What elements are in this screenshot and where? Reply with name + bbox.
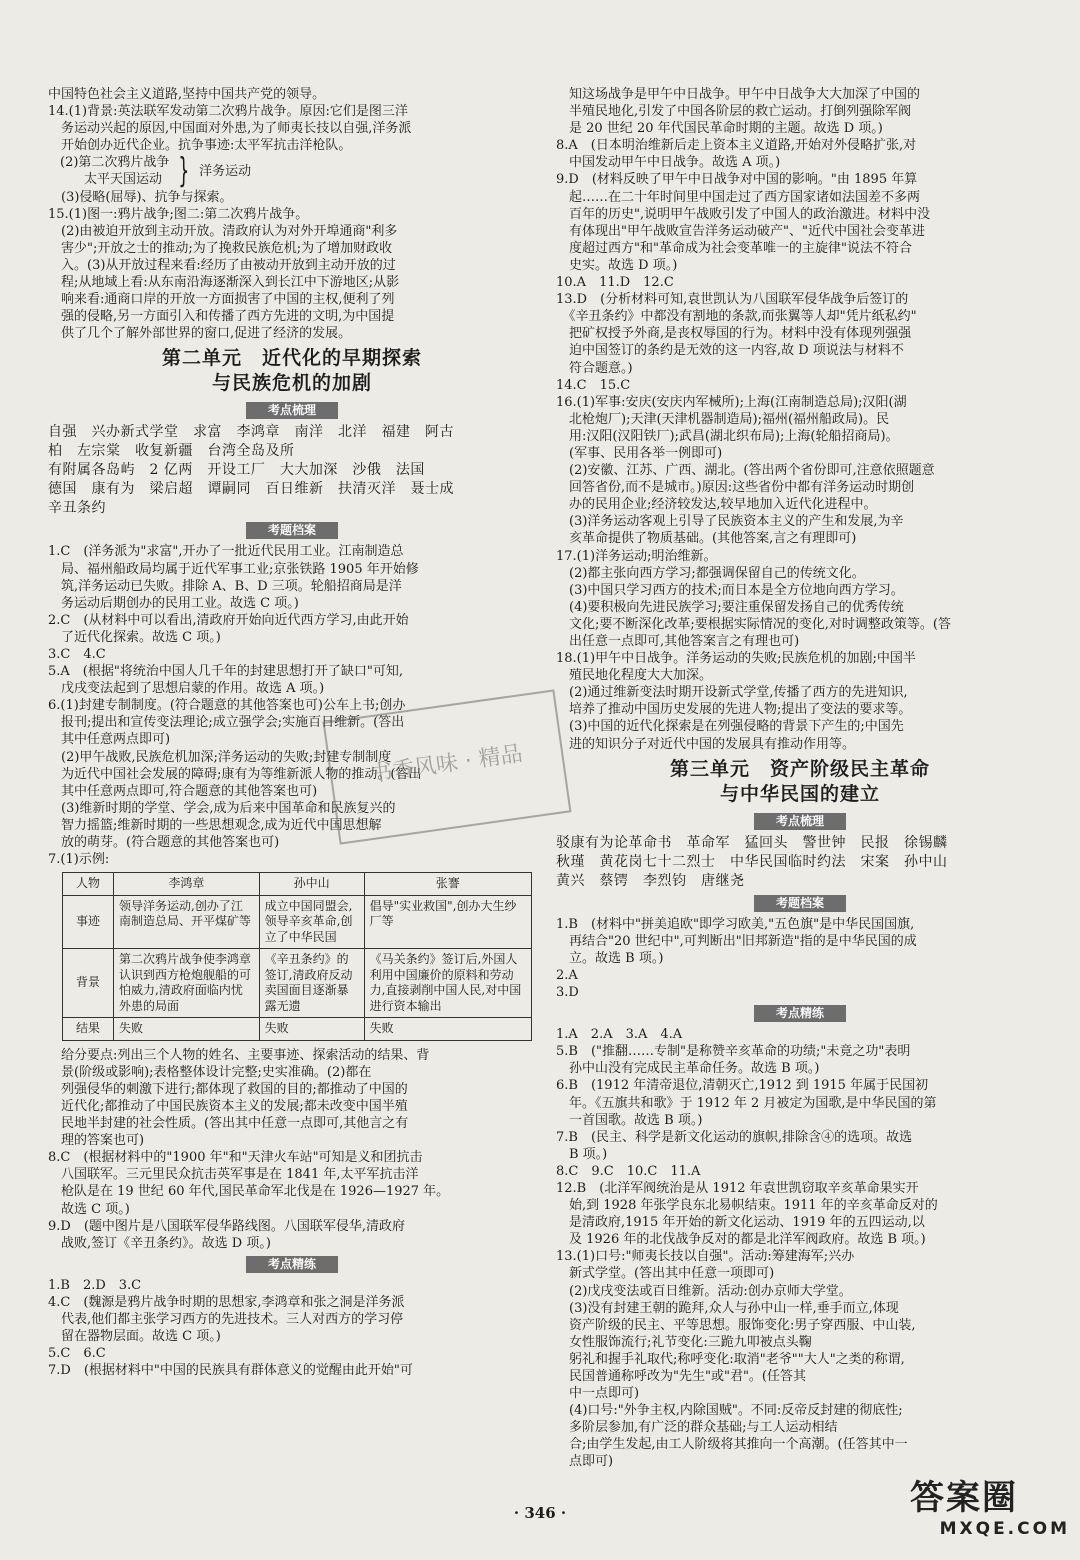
text-line: 一首国歌。故选 B 项。)	[556, 1112, 703, 1128]
text-line: 合;由学生发起,由工人阶级将其推向一个高潮。(任答其中一	[556, 1437, 908, 1453]
table-header-cell: 孙中山	[259, 873, 364, 896]
text-line: 5.B ("推翻……专制"是称赞辛亥革命的功绩;"未竟之功"表明	[556, 1044, 911, 1060]
text-line: 14.(1)背景:英法联军发动第二次鸦片战争。原因:它们是图三洋	[48, 104, 408, 120]
text-line: 智力摇篮;维新时期的一些思想观念,成为近代中国思想解	[48, 817, 382, 833]
brace-item-2: 太平天国运动	[84, 172, 163, 188]
text-line: 知这场战争是甲午中日战争。甲午中日战争大大加深了中国的	[556, 87, 921, 102]
table-cell: 失败	[364, 1018, 531, 1041]
text-line: 民国普通称呼改为"先生"或"君"。(任答其	[556, 1369, 806, 1384]
unit-3-title-line-2: 与中华民国的建立	[719, 782, 880, 805]
section-bar-kaoti-dangan: 考题档案	[754, 895, 846, 912]
text-line: 中国特色社会主义道路,坚持中国共产党的领导。	[48, 87, 326, 102]
block-right-a	[556, 86, 1044, 753]
right-column	[556, 86, 1044, 1471]
text-line: 局、福州船政局均属于近代军事工业;京张铁路 1905 年开始修	[48, 561, 419, 577]
text-line: 秋瑾 黄花岗七十二烈士 中华民国临时约法 宋案 孙中山	[556, 853, 948, 870]
table-header-row	[63, 873, 532, 896]
text-line: 5.A (根据"将统治中国人几千年的封建思想打开了缺口"可知,	[48, 664, 403, 680]
stamp-text: 书香风味 · 精品	[369, 741, 525, 788]
text-line: 百年的历史",说明甲午战败引发了中国人的政治激进。材料中没	[556, 206, 931, 222]
text-line: 为近代中国社会发展的障碍;康有为等维新派人物的推动。(答出	[48, 766, 422, 782]
text-line: 黄兴 蔡锷 李烈钧 唐继尧	[556, 872, 745, 889]
text-line: (2)戊戌变法或百日维新。活动:创办京师大学堂。	[556, 1283, 852, 1299]
text-line: 报刊;提出和宣传变法理论;成立强学会;实施百日维新。(答出	[48, 715, 405, 731]
text-line: 9.D (材料反映了甲午中日战争对中国的影响。"由 1895 年算	[556, 172, 918, 188]
table-row-header: 结果	[63, 1018, 114, 1041]
brace-group	[48, 151, 536, 192]
text-line: 自强 兴办新式学堂 求富 李鸿章 南洋 北洋 福建 阿古	[48, 424, 454, 441]
text-line: (军事、民用各举一例即可)	[556, 445, 723, 461]
text-line: 强的侵略,另一方面引入和传播了西方先进的文明,为中国提	[48, 309, 395, 325]
text-line: 近代化;都推动了中国民族资本主义的发展;都未改变中国半殖	[48, 1098, 408, 1114]
text-line: 辛丑条约	[48, 500, 106, 517]
text-line: 女性服饰流行;礼节变化:三跪九叩被点头鞠	[556, 1334, 812, 1350]
text-line: 中国发动甲午中日战争。故选 A 项。)	[556, 155, 781, 171]
text-line: 是 20 世纪 20 年代国民革命时期的主题。故选 D 项。)	[556, 121, 883, 137]
text-line: 立。故选 B 项。)	[556, 950, 664, 966]
text-line: 放的萌芽。(符合题意的其他答案也可)	[48, 835, 280, 850]
text-line: 3.D	[556, 985, 579, 1001]
text-line: 其中任意两点即可,符合题意的其他答案也可)	[48, 783, 318, 799]
block-right-b	[556, 916, 1044, 1001]
text-line: 8.A (日本明治维新后走上资本主义道路,开始对外侵略扩张,对	[556, 138, 917, 154]
brace-result: 洋务运动	[199, 163, 252, 179]
text-line: 8.C (根据材料中的"1900 年"和"天津火车站"可知是义和团抗击	[48, 1150, 423, 1166]
block-left-b	[48, 189, 536, 343]
text-line: 把矿权授予外商,是丧权辱国的行为。材料中没有体现列强强	[556, 326, 912, 342]
table-cell: 失败	[114, 1018, 260, 1041]
text-line: 6.B (1912 年清帝退位,清朝灭亡,1912 到 1915 年属于民国初	[556, 1078, 929, 1094]
text-line: 八国联军。三元里民众抗击英军事是在 1841 年,太平军抗击洋	[48, 1167, 419, 1183]
text-line: 民地半封建的社会性质。(答出其中任意一点即可,其他言之有	[48, 1116, 409, 1132]
text-line: 18.(1)甲午中日战争。洋务运动的失败;民族危机的加剧;中国半	[556, 651, 916, 667]
text-line: 7.D (根据材料中"中国的民族具有群体意义的觉醒由此开始"可	[48, 1363, 413, 1379]
text-line: 13.(1)口号:"师夷长技以自强"。活动:筹建海军;兴办	[556, 1249, 855, 1265]
table-cell: 第二次鸦片战争使李鸿章认识到西方枪炮舰船的可怕威力,清政府面临内忧外患的局面	[114, 949, 260, 1018]
text-line: 《辛丑条约》中都没有割地的条款,而张翼等人却"凭片纸私约"	[556, 309, 917, 325]
table-cell: 倡导"实业救国",创办大生纱厂等	[364, 895, 531, 949]
text-line: 害少";开放之士的推动;为了挽救民族危机;为了增加财政收	[48, 240, 393, 256]
text-line: 是清政府,1915 年开始的新文化运动、1919 年的五四运动,以	[556, 1215, 925, 1231]
text-line: 9.D (题中图片是八国联军侵华路线图。八国联军侵华,清政府	[48, 1218, 406, 1234]
text-line: 1.B (材料中"拼美追欧"即学习欧美,"五色旗"是中华民国国旗,	[556, 916, 915, 932]
text-line: 用:汉阳(汉阳铁厂);武昌(湖北织布局);上海(轮船招商局)。	[556, 428, 899, 444]
text-line: 点即可)	[556, 1454, 614, 1470]
text-line: 8.C 9.C 10.C 11.A	[556, 1163, 701, 1179]
brace-item-1: (2)第二次鸦片战争	[60, 155, 170, 171]
text-line: 起……在二十年时间里中国走过了西方国家诸如法国差不多两	[556, 189, 921, 205]
text-line: 其中任意两点即可)	[48, 732, 171, 748]
text-line: 度超过西方"和"革命成为社会变革唯一的主旋律"说法不符合	[556, 240, 912, 256]
text-line: 响来看:通商口岸的开放一方面损害了中国的主权,便利了列	[48, 292, 395, 308]
text-line: (2)甲午战败,民族危机加深;洋务运动的失败;封建专制制度	[48, 749, 392, 765]
text-line: (2)安徽、江苏、广西、湖北。(答出两个省份即可,注意依照题意	[556, 463, 935, 479]
section-bar-kaoti-dangan: 考题档案	[246, 522, 338, 539]
text-line: 了近代化探索。故选 C 项。)	[48, 629, 221, 645]
comparison-table	[62, 872, 532, 1041]
text-line: 史实。故选 D 项。)	[556, 257, 678, 273]
text-line: 6.(1)封建专制制度。(符合题意的其他答案也可)公车上书;创办	[48, 698, 406, 714]
text-line: 4.C (魏源是鸦片战争时期的思想家,李鸿章和张之洞是洋务派	[48, 1294, 405, 1310]
text-line: 资产阶级的民主、平等思想。服饰变化:男子穿西服、中山装,	[556, 1317, 916, 1333]
text-line: 战败,签订《辛丑条约》。故选 D 项。)	[48, 1235, 271, 1251]
table-cell: 《辛丑条约》的签订,清政府反动卖国面目逐渐暴露无遗	[259, 949, 364, 1018]
text-line: (3)中国的近代化探索是在列强侵略的背景下产生的;中国先	[556, 719, 904, 735]
text-line: 7.B (民主、科学是新文化运动的旗帜,排除含④的选项。故选	[556, 1129, 913, 1145]
text-line: 及 1926 年的北伐战争反对的都是北洋军阀政府。故选 B 项。)	[556, 1232, 926, 1248]
text-line: 中一点即可)	[556, 1386, 640, 1402]
table-cell: 失败	[259, 1018, 364, 1041]
text-line: 17.(1)洋务运动;明治维新。	[556, 548, 717, 564]
text-line: 2.A	[556, 967, 578, 983]
text-line: 务运动后期创办的民用工业。故选 C 项。)	[48, 595, 299, 611]
text-line: 列强侵华的刺激下进行;都体现了救国的目的;都推动了中国的	[48, 1081, 408, 1097]
text-line: 理的答案也可)	[48, 1133, 145, 1149]
block-left-d	[48, 1047, 536, 1252]
text-line: 德国 康有为 梁启超 谭嗣同 百日维新 扶清灭洋 聂士成	[48, 481, 454, 498]
text-line: (4)要积极向先进民族学习;要注重保留发扬自己的优秀传统	[556, 599, 904, 615]
text-line: 年。《五旗共和歌》于 1912 年 2 月被定为国歌,是中华民国的第	[556, 1095, 937, 1111]
watermark-logo-cn: 答案圈	[910, 1478, 1018, 1518]
text-line: 孙中山没有完成民主革命任务。故选 B 项。)	[556, 1061, 820, 1077]
text-line: 13.D (分析材料可知,袁世凯认为八国联军侵华战争后签订的	[556, 292, 909, 308]
text-line: (3)中国只学习西方的技术;而日本是全方位地向西方学习。	[556, 582, 904, 598]
text-line: 入。(3)从开放过程来看:经历了由被动开放到主动开放的过	[48, 257, 396, 273]
text-line: (4)口号:"外争主权,内除国贼"。不同:反帝反封建的彻底性;	[556, 1403, 903, 1419]
section-bar-kaodian-shuli: 考点梳理	[754, 813, 846, 830]
text-line: 多阶层参加,有广泛的群众基础;与工人运动相结	[556, 1420, 838, 1436]
text-line: 培养了推动中国历史发展的先进人物;提出了变法的要求等。	[556, 702, 912, 718]
text-line: 有体现出"甲午战败宣告洋务运动破产"、"近代中国社会变革进	[556, 223, 925, 239]
text-line: 出任意一点即可,其他答案言之有理也可)	[556, 634, 800, 649]
text-line: 代表,他们都主张学习西方的先进技术。三人对西方的学习停	[48, 1312, 404, 1327]
section-bar-kaodian-jinglian: 考点精练	[754, 1005, 846, 1022]
text-line: 1.C (洋务派为"求富",开办了一批近代民用工业。江南制造总	[48, 544, 404, 560]
table-header-cell: 张謇	[364, 873, 531, 896]
text-line: 供了几个了解外部世界的窗口,促进了经济的发展。	[48, 326, 352, 342]
unit-2-title-line-1: 第二单元 近代化的早期探索	[161, 347, 422, 370]
text-line: 务运动兴起的原因,中国面对外患,为了师夷长技以自强,洋务派	[48, 121, 412, 137]
table-cell: 《马关条约》签订后,外国人利用中国廉价的原料和劳动力,直接剥削中国人民,对中国进行资本输出	[364, 949, 531, 1018]
block-left-e	[48, 1277, 536, 1380]
text-line: 回答省份,而不是城市。)原因:这些省份中都有洋务运动时期创	[556, 480, 915, 496]
text-line: 5.C 6.C	[48, 1346, 106, 1362]
text-line: 1.B 2.D 3.C	[48, 1277, 142, 1293]
keywords-unit-2	[48, 423, 536, 518]
text-line: 1.A 2.A 3.A 4.A	[556, 1027, 683, 1043]
text-line: B 项。)	[556, 1146, 608, 1162]
text-line: 符合题意。)	[556, 360, 633, 376]
table-cell: 成立中国同盟会,领导辛亥革命,创立了中华民国	[259, 895, 364, 949]
text-line: 留在器物层面。故选 C 项。)	[48, 1329, 221, 1345]
text-line: (2)由被迫开放到主动开放。清政府认为对外开埠通商"利多	[48, 223, 398, 239]
unit-3-title	[556, 757, 1044, 807]
brace-icon: }	[178, 151, 190, 192]
text-line: 新式学堂。(答出其中任意一项即可)	[556, 1266, 775, 1282]
text-line: 北枪炮厂);天津(天津机器制造局);福州(福州船政局)。民	[556, 411, 890, 427]
text-line: 始,到 1928 年张学良东北易帜结束。1911 年的辛亥革命反对的	[556, 1198, 938, 1214]
text-line: 故选 C 项。)	[48, 1201, 130, 1217]
table-cell: 领导洋务运动,创办了江南制造总局、开平煤矿等	[114, 895, 260, 949]
text-line: (2)都主张向西方学习;都强调保留自己的传统文化。	[556, 565, 865, 581]
text-line: 柏 左宗棠 收复新疆 台湾全岛及所	[48, 443, 295, 460]
table-row	[63, 949, 532, 1018]
text-line: 10.A 11.D 12.C	[556, 275, 674, 291]
text-line: 戊戌变法起到了思想启蒙的作用。故选 A 项。)	[48, 681, 325, 697]
text-line: 驳康有为论革命书 革命军 猛回头 警世钟 民报 徐锡麟	[556, 834, 948, 851]
text-line: 躬礼和握手礼取代;称呼变化:取消"老爷""大人"之类的称谓,	[556, 1351, 905, 1367]
text-line: (2)通过维新变法时期开设新式学堂,传播了西方的先进知识,	[556, 685, 908, 701]
unit-3-title-line-1: 第三单元 资产阶级民主革命	[669, 757, 930, 780]
text-line: 3.C 4.C	[48, 646, 106, 662]
text-line: 办的民用企业;经济较发达,较早地加入近代化进程中。	[556, 497, 877, 513]
section-bar-kaodian-shuli: 考点梳理	[246, 402, 338, 419]
text-line: 15.(1)图一:鸦片战争;图二:第二次鸦片战争。	[48, 206, 309, 222]
text-line: 程;从地域上看:从东南沿海逐渐深入到长江中下游地区;从影	[48, 275, 400, 291]
text-line: 景(阶级或影响);表格整体设计完整;史实准确。(2)都在	[48, 1064, 372, 1080]
section-bar-kaodian-jinglian: 考点精练	[246, 1256, 338, 1273]
text-line: 16.(1)军事:安庆(安庆内军械所);上海(江南制造总局);汉阳(湖	[556, 394, 907, 410]
text-line: 筑,洋务运动已失败。排除 A、B、D 三项。轮船招商局是洋	[48, 578, 402, 594]
text-line: 7.(1)示例:	[48, 852, 110, 868]
keywords-unit-3	[556, 834, 1044, 891]
table-row-header: 事迹	[63, 895, 114, 949]
text-line: 2.C (从材料中可以看出,清政府开始向近代西方学习,由此开始	[48, 612, 409, 628]
text-line: 12.B (北洋军阀统治是从 1912 年袁世凯窃取辛亥革命果实开	[556, 1180, 919, 1196]
table-header-cell: 李鸿章	[114, 873, 260, 896]
block-left-a	[48, 86, 536, 154]
unit-2-title-line-2: 与民族危机的加剧	[211, 372, 372, 395]
table-row	[63, 1018, 532, 1041]
text-line: 亥革命提供了物质基础。(其他答案,言之有理即可)	[556, 531, 857, 547]
text-line: 半殖民地化,引发了中国各阶层的救亡运动。打倒列强除军阀	[556, 104, 912, 120]
block-right-c	[556, 1026, 1044, 1470]
table-header-cell: 人物	[63, 873, 114, 896]
text-line: 再结合"20 世纪中",可判断出"旧邦新造"指的是中华民国的成	[556, 933, 917, 949]
table-row	[63, 895, 532, 949]
table-row-header: 背景	[63, 949, 114, 1018]
text-line: 开始创办近代企业。抗争事迹:太平军抗击洋枪队。	[48, 138, 352, 154]
text-line: 14.C 15.C	[556, 377, 631, 393]
text-line: 殖民地化程度大大加深。	[556, 668, 713, 684]
text-line: (3)维新时期的学堂、学会,成为后来中国革命和民族复兴的	[48, 800, 396, 816]
text-line: 迫中国签订的条约是无效的这一内容,故 D 项说法与材料不	[556, 343, 904, 359]
text-line: 枪队是在 19 世纪 60 年代,国民革命军北伐是在 1926—1927 年。	[48, 1184, 450, 1200]
text-line: 进的知识分子对近代中国的发展具有推动作用等。	[556, 736, 856, 752]
text-line: 文化;要不断深化改革;要根据实际情况的变化,对时调整政策等。(答	[556, 616, 951, 632]
text-line: (3)没有封建王朝的跪拜,众人与孙中山一样,垂手而立,体现	[556, 1300, 899, 1316]
watermark-logo	[910, 1470, 1070, 1555]
watermark-logo-en: MXQE.COM	[939, 1519, 1070, 1539]
text-line: (3)侵略(屈辱)、抗争与探索。	[48, 189, 233, 205]
text-line: 有附属各岛屿 2 亿两 开设工厂 大大加深 沙俄 法国	[48, 462, 425, 479]
text-line: 给分要点:列出三个人物的姓名、主要事迹、探索活动的结果、背	[48, 1047, 430, 1063]
page-number: · 346 ·	[513, 1504, 567, 1522]
unit-2-title	[48, 346, 536, 396]
text-line: (3)洋务运动客观上引导了民族资本主义的产生和发展,为辛	[556, 514, 904, 530]
